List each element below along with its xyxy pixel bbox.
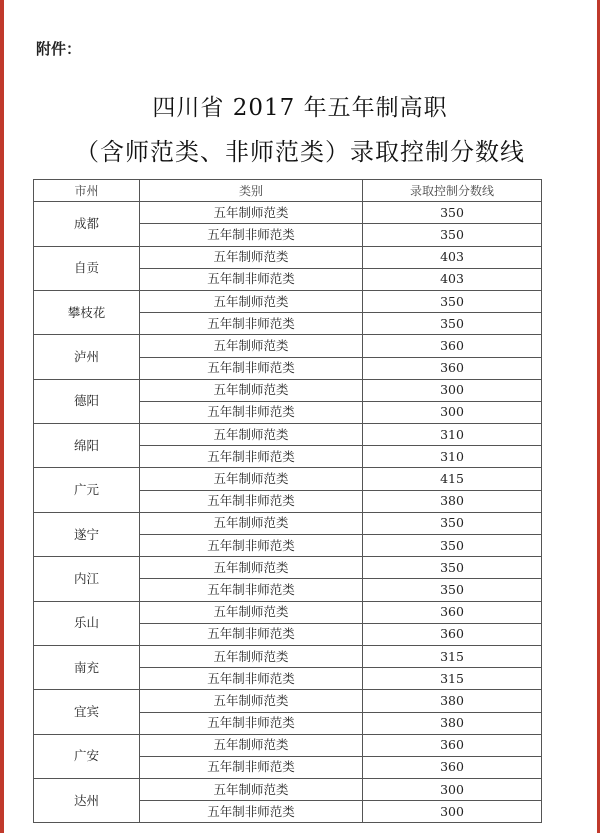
document-title-line-1: 四川省 2017 年五年制高职 — [152, 95, 448, 121]
score-cell: 360 — [363, 357, 542, 379]
city-cell: 泸州 — [34, 335, 140, 379]
category-cell: 五年制师范类 — [140, 779, 363, 801]
city-cell: 德阳 — [34, 379, 140, 423]
document-title-line-2: （含师范类、非师范类）录取控制分数线 — [75, 138, 525, 166]
city-cell: 南充 — [34, 645, 140, 689]
score-cell: 360 — [363, 734, 542, 756]
header-city: 市州 — [34, 180, 140, 202]
category-cell: 五年制师范类 — [140, 512, 363, 534]
header-score: 录取控制分数线 — [363, 180, 542, 202]
city-cell: 绵阳 — [34, 424, 140, 468]
category-cell: 五年制非师范类 — [140, 623, 363, 645]
score-cell: 300 — [363, 779, 542, 801]
score-cell: 380 — [363, 690, 542, 712]
header-category: 类别 — [140, 180, 363, 202]
city-cell: 遂宁 — [34, 512, 140, 556]
city-cell: 内江 — [34, 557, 140, 601]
category-cell: 五年制师范类 — [140, 690, 363, 712]
category-cell: 五年制师范类 — [140, 379, 363, 401]
category-cell: 五年制非师范类 — [140, 357, 363, 379]
table-row — [34, 424, 542, 446]
score-cell: 380 — [363, 490, 542, 512]
score-cell: 350 — [363, 290, 542, 312]
score-cell: 380 — [363, 712, 542, 734]
category-cell: 五年制师范类 — [140, 645, 363, 667]
score-cell: 350 — [363, 202, 542, 224]
city-cell: 攀枝花 — [34, 290, 140, 334]
score-cell: 403 — [363, 268, 542, 290]
table-header-row — [34, 180, 542, 202]
category-cell: 五年制师范类 — [140, 734, 363, 756]
category-cell: 五年制非师范类 — [140, 446, 363, 468]
score-cell: 315 — [363, 645, 542, 667]
score-cell: 360 — [363, 623, 542, 645]
table-row — [34, 246, 542, 268]
score-cell: 300 — [363, 801, 542, 823]
table-row — [34, 601, 542, 623]
category-cell: 五年制非师范类 — [140, 490, 363, 512]
category-cell: 五年制师范类 — [140, 468, 363, 490]
category-cell: 五年制师范类 — [140, 246, 363, 268]
city-cell: 广元 — [34, 468, 140, 512]
score-cell: 350 — [363, 224, 542, 246]
category-cell: 五年制师范类 — [140, 290, 363, 312]
category-cell: 五年制非师范类 — [140, 313, 363, 335]
category-cell: 五年制师范类 — [140, 557, 363, 579]
category-cell: 五年制非师范类 — [140, 668, 363, 690]
category-cell: 五年制非师范类 — [140, 756, 363, 778]
table-row — [34, 335, 542, 357]
table-body — [34, 202, 542, 823]
score-cell: 300 — [363, 379, 542, 401]
table-row — [34, 645, 542, 667]
score-cell: 350 — [363, 535, 542, 557]
table-row — [34, 734, 542, 756]
category-cell: 五年制非师范类 — [140, 224, 363, 246]
category-cell: 五年制非师范类 — [140, 801, 363, 823]
score-cell: 350 — [363, 512, 542, 534]
category-cell: 五年制非师范类 — [140, 268, 363, 290]
score-cell: 360 — [363, 756, 542, 778]
table-row — [34, 690, 542, 712]
score-cell: 300 — [363, 401, 542, 423]
table-row — [34, 379, 542, 401]
score-cell: 360 — [363, 601, 542, 623]
category-cell: 五年制师范类 — [140, 601, 363, 623]
score-cell: 415 — [363, 468, 542, 490]
category-cell: 五年制非师范类 — [140, 401, 363, 423]
city-cell: 成都 — [34, 202, 140, 246]
score-cell: 350 — [363, 313, 542, 335]
table-row — [34, 512, 542, 534]
category-cell: 五年制师范类 — [140, 424, 363, 446]
table-row — [34, 779, 542, 801]
attachment-label: 附件： — [36, 40, 82, 58]
score-cell: 360 — [363, 335, 542, 357]
city-cell: 乐山 — [34, 601, 140, 645]
category-cell: 五年制师范类 — [140, 202, 363, 224]
category-cell: 五年制非师范类 — [140, 535, 363, 557]
score-cell: 310 — [363, 446, 542, 468]
score-table — [33, 179, 542, 823]
city-cell: 自贡 — [34, 246, 140, 290]
table-row — [34, 290, 542, 312]
category-cell: 五年制师范类 — [140, 335, 363, 357]
category-cell: 五年制非师范类 — [140, 579, 363, 601]
table-row — [34, 557, 542, 579]
score-cell: 350 — [363, 579, 542, 601]
score-cell: 315 — [363, 668, 542, 690]
score-cell: 310 — [363, 424, 542, 446]
city-cell: 宜宾 — [34, 690, 140, 734]
score-cell: 403 — [363, 246, 542, 268]
category-cell: 五年制非师范类 — [140, 712, 363, 734]
page-edge-left — [0, 0, 4, 833]
score-cell: 350 — [363, 557, 542, 579]
city-cell: 达州 — [34, 779, 140, 823]
table-row — [34, 202, 542, 224]
city-cell: 广安 — [34, 734, 140, 778]
table-row — [34, 468, 542, 490]
